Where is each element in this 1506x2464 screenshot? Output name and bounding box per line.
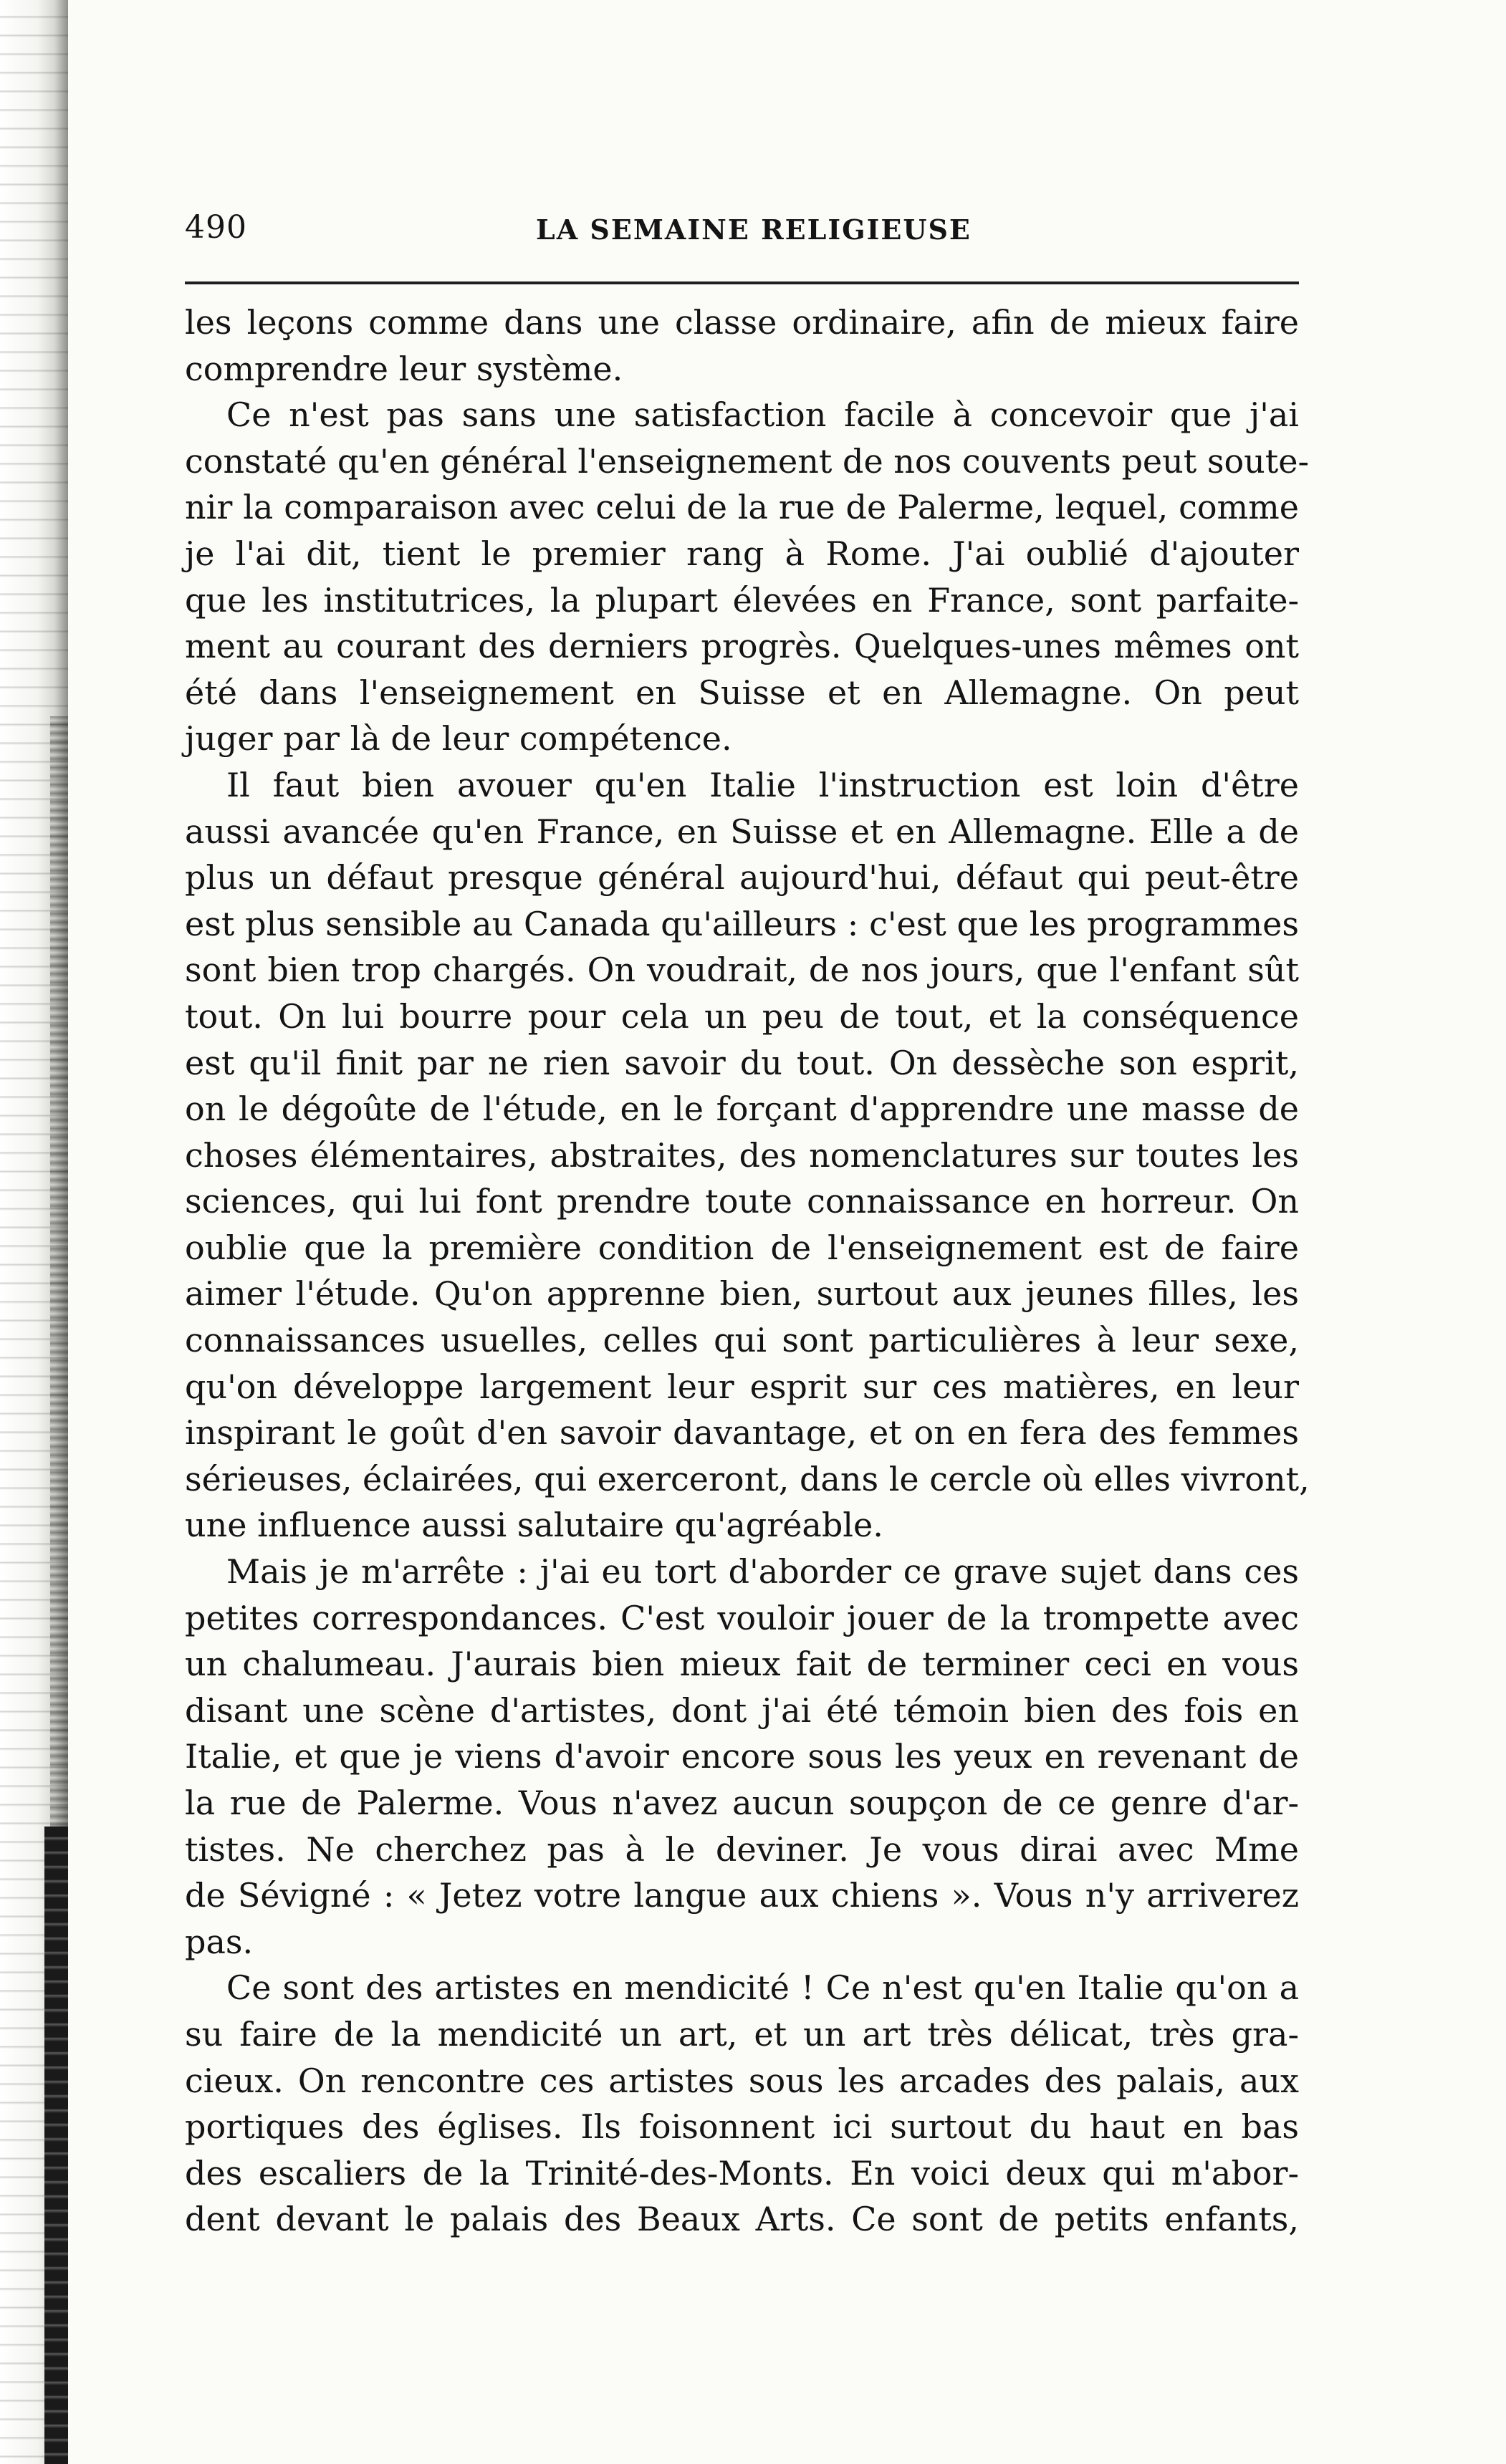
text-line: Ce sont des artistes en mendicité ! Ce n'est qu'en Italie qu'on a [226,1968,1299,2008]
text-line: dent devant le palais des Beaux Arts. Ce sont de petits enfants, [185,2200,1299,2239]
page-number: 490 [185,209,247,246]
text-line: connaissances usuelles, celles qui sont particulières à leur sexe, [185,1321,1299,1360]
text-line: sérieuses, éclairées, qui exerceront, dans le cercle où elles vivront, [185,1459,1310,1498]
text-line: inspirant le goût d'en savoir davantage, et on en fera des femmes [185,1413,1299,1453]
text-line: cieux. On rencontre ces artistes sous les arcades des palais, aux [185,2061,1299,2100]
text-line: que les institutrices, la plupart élevées en France, sont parfaite- [185,580,1299,620]
text-line: tout. On lui bourre pour cela un peu de tout, et la conséquence [185,996,1299,1036]
text-line: constaté qu'en général l'enseignement de nos couvents peut soute- [185,441,1310,481]
binding-dark-edge [44,1827,68,2464]
text-line: un chalumeau. J'aurais bien mieux fait de terminer ceci en vous [185,1645,1299,1684]
text-line: Mais je m'arrête : j'ai eu tort d'aborder ce grave sujet dans ces [226,1552,1299,1592]
text-line: les leçons comme dans une classe ordinaire, afin de mieux faire [185,303,1299,342]
text-line: été dans l'enseignement en Suisse et en Allemagne. On peut [185,673,1299,712]
text-line: de Sévigné : « Jetez votre langue aux chiens ». Vous n'y arriverez [185,1876,1299,1915]
text-line: plus un défaut presque général aujourd'hui, défaut qui peut-être [185,858,1299,897]
text-line: petites correspondances. C'est vouloir jouer de la trompette avec [185,1598,1299,1637]
text-line: ment au courant des derniers progrès. Quelques-unes mêmes ont [185,627,1299,666]
text-line: qu'on développe largement leur esprit sur ces matières, en leur [185,1367,1299,1406]
text-line: aimer l'étude. Qu'on apprenne bien, surtout aux jeunes filles, les [185,1274,1299,1314]
binding-shadow [50,716,68,1827]
text-line: on le dégoûte de l'étude, en le forçant d'apprendre une masse de [185,1089,1299,1129]
text-line: la rue de Palerme. Vous n'avez aucun soupçon de ce genre d'ar- [185,1784,1299,1822]
text-line: sont bien trop chargés. On voudrait, de nos jours, que l'enfant sût [185,951,1299,990]
text-line: Ce n'est pas sans une satisfaction facile à concevoir que j'ai [226,395,1299,435]
text-line: disant une scène d'artistes, dont j'ai été témoin bien des fois en [185,1690,1299,1730]
binding-edge [0,0,68,2464]
text-line: une influence aussi salutaire qu'agréable. [185,1506,883,1545]
header-rule [185,281,1299,284]
text-line: tistes. Ne cherchez pas à le deviner. Je vous dirai avec Mme [185,1829,1299,1869]
text-line: Il faut bien avouer qu'en Italie l'instruction est loin d'être [226,765,1299,804]
text-line: su faire de la mendicité un art, et un art très délicat, très gra- [185,2014,1299,2054]
text-line: Italie, et que je viens d'avoir encore sous les yeux en revenant de [185,1737,1299,1776]
running-head [185,209,1303,259]
text-line: aussi avancée qu'en France, en Suisse et en Allemagne. Elle a de [185,812,1299,851]
running-title: LA SEMAINE RELIGIEUSE [536,213,972,246]
text-line: comprendre leur système. [185,349,623,388]
text-line: portiques des églises. Ils foisonnent ici surtout du haut en bas [185,2107,1299,2147]
text-line: je l'ai dit, tient le premier rang à Rome. J'ai oublié d'ajouter [185,534,1299,573]
text-line: sciences, qui lui font prendre toute connaissance en horreur. On [185,1182,1299,1221]
text-line: choses élémentaires, abstraites, des nomenclatures sur toutes les [185,1135,1299,1175]
text-line: juger par là de leur compétence. [185,719,732,759]
text-line: est qu'il finit par ne rien savoir du tout. On dessèche son esprit, [185,1043,1299,1082]
text-line: nir la comparaison avec celui de la rue de Palerme, lequel, comme [185,488,1299,527]
text-line: pas. [185,1922,254,1961]
text-line: est plus sensible au Canada qu'ailleurs : c'est que les programmes [185,904,1299,943]
body-text [185,299,1310,2243]
text-line: oublie que la première condition de l'enseignement est de faire [185,1228,1299,1267]
text-line: des escaliers de la Trinité-des-Monts. En voici deux qui m'abor- [185,2153,1299,2193]
